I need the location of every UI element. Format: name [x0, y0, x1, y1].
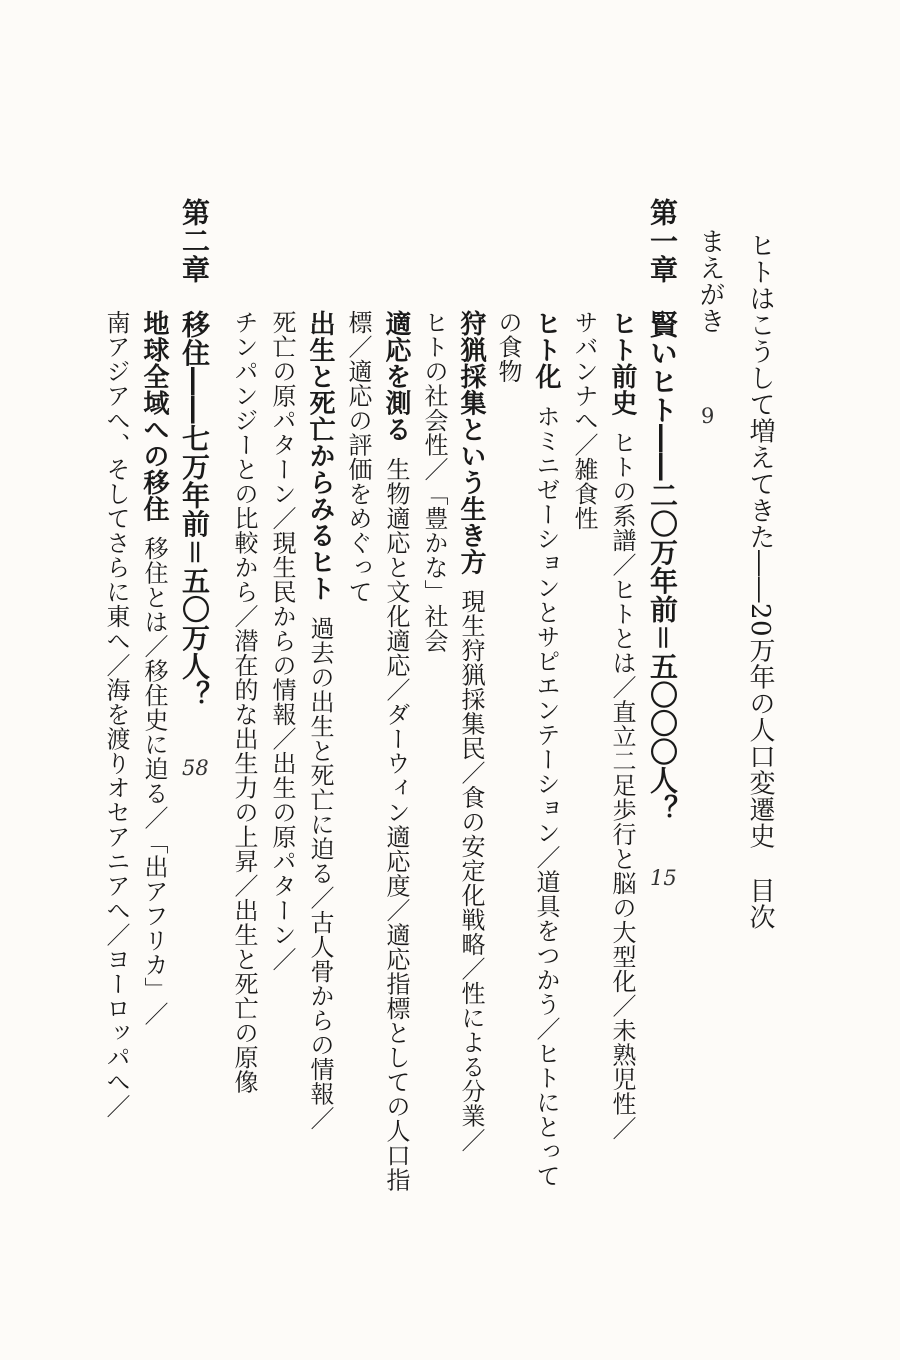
section-cont: サバンナへ／雑食性	[570, 310, 598, 531]
section-line	[378, 310, 414, 1192]
section-body: ヒトの系譜／ヒトとは／直立二足歩行と脳の大型化／未熟児性／	[608, 430, 636, 1141]
section-cont: 死亡の原パターン／現生民からの情報／出生の原パターン／	[268, 310, 296, 972]
section-heading[interactable]: 出生と死亡からみるヒト	[305, 310, 335, 602]
section-line	[136, 310, 172, 1026]
chapter2-title[interactable]: 移住――七万年前＝五〇万人？	[178, 310, 211, 710]
section-body: 現生狩猟採集民／食の安定化戦略／性による分業／	[457, 589, 485, 1153]
section-cont: 南アジアへ、そしてさらに東へ／海を渡りオセアニアへ／ヨーロッパへ／	[102, 310, 130, 1119]
preface-label: まえがき	[695, 228, 725, 334]
section-heading[interactable]: 狩猟採集という生き方	[456, 310, 486, 575]
chapter1-label: 第一章	[646, 198, 679, 284]
chapter1-title[interactable]: 賢いヒト――二〇万年前＝五〇〇〇人？	[646, 310, 679, 824]
section-line	[604, 310, 640, 1141]
chapter1-page: 15	[650, 866, 677, 890]
section-cont: 標／適応の評価をめぐって	[344, 310, 372, 604]
section-heading[interactable]: ヒト前史	[607, 310, 637, 416]
section-body: 移住とは／移住史に迫る／「出アフリカ」／	[140, 536, 168, 1026]
section-line	[528, 310, 564, 1188]
section-heading[interactable]: 地球全域への移住	[139, 310, 169, 522]
section-body: 過去の出生と死亡に迫る／古人骨からの情報／	[306, 615, 334, 1130]
section-heading[interactable]: ヒト化	[531, 310, 561, 390]
section-heading[interactable]: 適応を測る	[381, 310, 411, 443]
section-cont: チンパンジーとの比較から／潜在的な出生力の上昇／出生と死亡の原像	[230, 310, 258, 1094]
book-title: ヒトはこうして増えてきた――20万年の人口変遷史	[745, 232, 775, 850]
toc-label: 目次	[745, 877, 775, 931]
book-title-line	[742, 232, 778, 1332]
chapter2-page: 58	[182, 756, 209, 780]
chapter2-label: 第二章	[178, 198, 211, 284]
preface-page: 9	[701, 404, 715, 428]
section-line	[302, 310, 338, 1130]
section-cont: ヒトの社会性／「豊かな」社会	[420, 310, 448, 653]
section-body: ホミニゼーションとサピエンテーション／道具をつかう／ヒトにとって	[532, 403, 560, 1188]
section-body: 生物適応と文化適応／ダーウィン適応度／適応指標としての人口指	[382, 456, 410, 1192]
preface-entry[interactable]	[692, 228, 728, 334]
section-cont: の食物	[494, 310, 522, 384]
section-line	[453, 310, 489, 1153]
